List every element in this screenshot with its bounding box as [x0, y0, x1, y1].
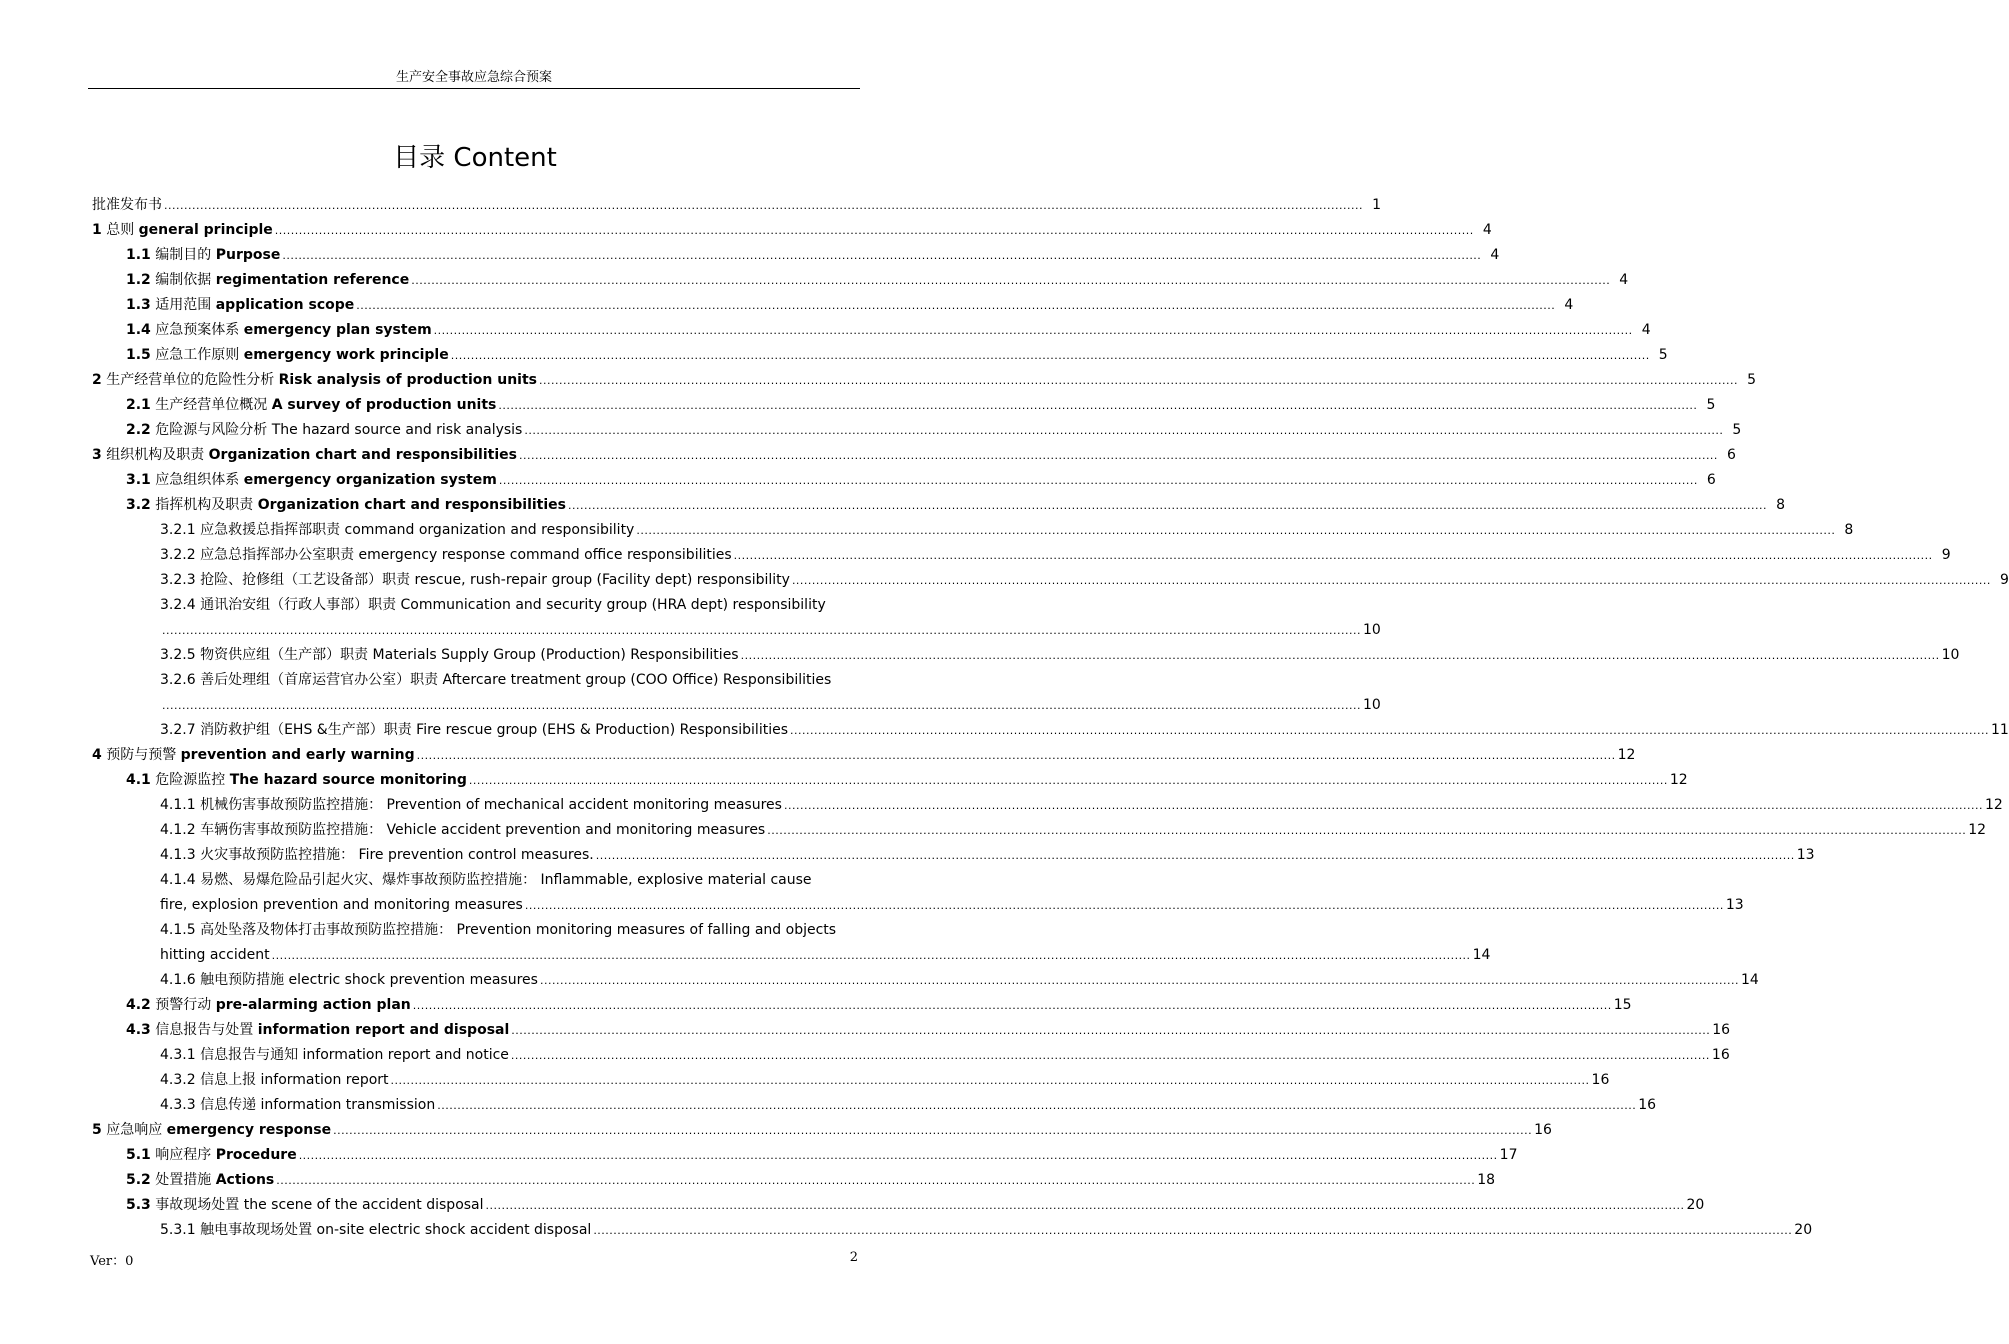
toc-entry-title-en: general principle — [138, 222, 273, 238]
toc-page-number: 5 — [1706, 397, 1716, 413]
footer-page-number: 2 — [849, 1250, 858, 1265]
toc-entry-title-cn: 总则 — [106, 222, 135, 238]
toc-entry-title-en: emergency work principle — [243, 347, 449, 363]
toc-entry-label — [126, 993, 411, 1018]
toc-entry[interactable] — [0, 1118, 1552, 1143]
toc-entry[interactable] — [0, 593, 860, 618]
toc-page-number: 8 — [1776, 497, 1785, 513]
toc-entry-title-continuation: fire, explosion prevention and monitoring measures — [160, 897, 523, 913]
toc-entry-title-cn: 车辆伤害事故预防监控措施： — [200, 822, 383, 838]
toc-entry-label — [160, 718, 788, 743]
toc-entry[interactable] — [0, 343, 1668, 368]
toc-leader-dots: ............................................................................................................................................................................................................................................................................................................ — [333, 1124, 1533, 1137]
toc-page-number: 12 — [1617, 747, 1636, 763]
toc-entry-title-en: emergency response command office responsibilities — [358, 547, 732, 563]
toc-page-number: 16 — [1712, 1022, 1731, 1038]
toc-entry-number: 1.3 — [126, 297, 151, 313]
toc-entry-number: 1 — [92, 222, 102, 238]
toc-entry-label — [160, 543, 732, 568]
toc-leader-dots: ............................................................................................................................................................................................................................................................................................................ — [412, 999, 1612, 1012]
toc-entry-number: 5 — [92, 1122, 102, 1138]
toc-entry-title-en: Prevention of mechanical accident monitoring measures — [386, 797, 782, 813]
toc-entry[interactable] — [0, 1068, 1610, 1093]
toc-entry-label — [126, 1143, 297, 1168]
toc-leader-dots: ............................................................................................................................................................................................................................................................................................................ — [498, 474, 1698, 487]
toc-entry-label — [160, 643, 739, 668]
toc-entry-title-cn: 危险源与风险分析 — [155, 422, 268, 438]
toc-entry-title-en: A survey of production units — [271, 397, 497, 413]
toc-leader-dots: ............................................................................................................................................................................................................................................................................................................ — [411, 274, 1611, 287]
toc-page-number: 4 — [1619, 272, 1629, 288]
toc-entry-number: 4.1.6 — [160, 972, 196, 988]
toc-leader-dots: ............................................................................................................................................................................................................................................................................................................ — [416, 749, 1616, 762]
toc-leader-dots: ............................................................................................................................................................................................................................................................................................................ — [485, 1199, 1685, 1212]
toc-leader-dots: ............................................................................................................................................................................................................................................................................................................ — [162, 699, 1361, 712]
toc-page-number: 9 — [2000, 572, 2009, 588]
toc-entry-title-en: Vehicle accident prevention and monitoring measures — [386, 822, 766, 838]
toc-entry-number: 3.2 — [126, 497, 151, 513]
toc-entry-title-en: prevention and early warning — [180, 747, 415, 763]
toc-entry[interactable] — [0, 818, 1987, 843]
toc-entry[interactable] — [0, 543, 1951, 568]
toc-entry-title-cn: 信息传递 — [200, 1097, 257, 1113]
toc-entry-label — [126, 293, 354, 318]
toc-entry-title-cn: 抢险、抢修组（工艺设备部）职责 — [200, 572, 411, 588]
toc-entry-number: 4.3 — [126, 1022, 151, 1038]
toc-entry[interactable] — [0, 768, 1688, 793]
toc-entry-title-en: Organization chart and responsibilities — [257, 497, 567, 513]
toc-leader-dots: ............................................................................................................................................................................................................................................................................................................ — [437, 1099, 1637, 1112]
toc-page-number: 6 — [1706, 472, 1716, 488]
toc-entry[interactable] — [0, 568, 2009, 593]
header-title: 生产安全事故应急综合预案 — [395, 70, 552, 85]
toc-entry[interactable] — [0, 318, 1651, 343]
toc-entry-title-en: Purpose — [215, 247, 281, 263]
toc-entry-title-cn: 触电预防措施 — [200, 972, 285, 988]
toc-entry-title-cn: 事故现场处置 — [155, 1197, 240, 1213]
toc-leader-dots: ............................................................................................................................................................................................................................................................................................................ — [282, 249, 1482, 262]
toc-entry-title-en: Actions — [215, 1172, 275, 1188]
toc-leader-dots: ............................................................................................................................................................................................................................................................................................................ — [733, 549, 1933, 562]
toc-entry[interactable] — [0, 668, 860, 693]
toc-entry-title-en: Fire prevention control measures. — [358, 847, 594, 863]
toc-entry-label — [126, 493, 566, 518]
toc-entry-title-cn: 通讯治安组（行政人事部）职责 — [200, 597, 397, 613]
toc-entry-label — [126, 1193, 484, 1218]
toc-leader-dots: ............................................................................................................................................................................................................................................................................................................ — [468, 774, 1668, 787]
toc-entry-label — [126, 343, 449, 368]
toc-entry-label — [160, 968, 538, 993]
toc-entry-title-en: the scene of the accident disposal — [243, 1197, 484, 1213]
toc-entry-label — [92, 743, 415, 768]
toc-entry-title-cn: 应急总指挥部办公室职责 — [200, 547, 355, 563]
toc-entry-number: 5.3.1 — [160, 1222, 196, 1238]
toc-page-number: 4 — [1482, 222, 1492, 238]
toc-entry-title-cn: 信息上报 — [200, 1072, 257, 1088]
toc-entry-title-cn: 应急预案体系 — [155, 322, 240, 338]
toc-page-number: 16 — [1534, 1122, 1552, 1138]
toc-page-number: 16 — [1591, 1072, 1610, 1088]
toc-entry-title-cn: 应急响应 — [106, 1122, 163, 1138]
toc-entry-number: 4.1.1 — [160, 797, 196, 813]
toc-entry[interactable] — [0, 1168, 1496, 1193]
toc-page-number: 16 — [1638, 1097, 1657, 1113]
toc-entry-label — [126, 768, 467, 793]
toc-entry-number: 5.2 — [126, 1172, 151, 1188]
toc-entry-label — [160, 1218, 591, 1243]
toc-entry-label — [160, 593, 826, 618]
toc-entry-label — [92, 443, 517, 468]
toc-entry-label — [126, 1018, 509, 1043]
toc-entry-title-en: regimentation reference — [215, 272, 410, 288]
toc-page-number: 11 — [1990, 722, 2009, 738]
toc-entry-continuation[interactable] — [0, 943, 1491, 968]
toc-entry[interactable] — [0, 218, 1492, 243]
running-header — [88, 70, 860, 89]
toc-page-number: 17 — [1499, 1147, 1518, 1163]
toc-entry[interactable] — [0, 293, 1574, 318]
toc-entry-title-cn: 预警行动 — [155, 997, 212, 1013]
toc-entry-title-cn: 组织机构及职责 — [106, 447, 205, 463]
toc-entry-label — [160, 1043, 509, 1068]
toc-entry-title-cn: 危险源监控 — [155, 772, 226, 788]
toc-page-number: 5 — [1658, 347, 1668, 363]
toc-entry[interactable] — [0, 468, 1716, 493]
toc-entry-title-cn: 指挥机构及职责 — [155, 497, 254, 513]
toc-entry-label — [126, 393, 496, 418]
toc-entry-number: 5.1 — [126, 1147, 151, 1163]
toc-entry-label — [126, 318, 432, 343]
toc-entry[interactable] — [0, 1093, 1657, 1118]
toc-leader-dots: ............................................................................................................................................................................................................................................................................................................ — [539, 374, 1738, 387]
toc-entry-label — [92, 1118, 331, 1143]
toc-entry-number: 1.5 — [126, 347, 151, 363]
toc-entry-number: 4.3.2 — [160, 1072, 196, 1088]
toc-leader-dots: ............................................................................................................................................................................................................................................................................................................ — [356, 299, 1556, 312]
toc-entry-title-cn: 应急组织体系 — [155, 472, 240, 488]
toc-leader-dots: ............................................................................................................................................................................................................................................................................................................ — [510, 1049, 1710, 1062]
toc-entry-number: 4.1.2 — [160, 822, 196, 838]
toc-entry-number: 4.3.1 — [160, 1047, 196, 1063]
toc-page-number: 10 — [1362, 697, 1381, 713]
toc-page-number: 8 — [1844, 522, 1854, 538]
toc-entry-label — [160, 518, 634, 543]
toc-entry-title-en: emergency response — [166, 1122, 332, 1138]
toc-entry-title-cn: 编制依据 — [155, 272, 212, 288]
toc-leader-dots: ............................................................................................................................................................................................................................................................................................................ — [276, 1174, 1476, 1187]
toc-entry-label — [160, 568, 790, 593]
toc-entry-number: 3.2.7 — [160, 722, 196, 738]
toc-leader-dots: ............................................................................................................................................................................................................................................................................................................ — [450, 349, 1650, 362]
toc-leader-dots: ............................................................................................................................................................................................................................................................................................................ — [524, 424, 1724, 437]
toc-entry-label — [160, 793, 782, 818]
toc-entry-number: 4.1.4 — [160, 872, 196, 888]
toc-entry-title-en: emergency plan system — [243, 322, 432, 338]
toc-entry-title-en: The hazard source monitoring — [229, 772, 467, 788]
toc-entry-title-cn: 消防救护组（EHS &生产部）职责 — [200, 722, 412, 738]
toc-leader-dots: ............................................................................................................................................................................................................................................................................................................ — [767, 824, 1967, 837]
toc-entry-number: 2.2 — [126, 422, 151, 438]
toc-entry-title-en: information transmission — [260, 1097, 436, 1113]
toc-leader-dots: ............................................................................................................................................................................................................................................................................................................ — [518, 449, 1718, 462]
toc-page-number: 13 — [1725, 897, 1744, 913]
toc-entry-title-en: The hazard source and risk analysis — [271, 422, 523, 438]
toc-entry-title-cn: 应急工作原则 — [155, 347, 240, 363]
toc-entry-title-cn: 物资供应组（生产部）职责 — [200, 647, 369, 663]
toc-entry-title-cn: 处置措施 — [155, 1172, 212, 1188]
toc-entry-title-en: Prevention monitoring measures of falling and objects — [456, 922, 837, 938]
toc-entry[interactable] — [0, 643, 1960, 668]
toc-entry-title-en: Aftercare treatment group (COO Office) Responsibilities — [442, 672, 832, 688]
toc-entry[interactable] — [0, 843, 1815, 868]
toc-entry-number: 3.2.3 — [160, 572, 196, 588]
toc-entry-continuation[interactable] — [0, 693, 1381, 718]
toc-leader-dots: ............................................................................................................................................................................................................................................................................................................ — [740, 649, 1940, 662]
toc-page-number: 10 — [1941, 647, 1960, 663]
toc-entry-title-en: electric shock prevention measures — [288, 972, 538, 988]
toc-entry[interactable] — [0, 418, 1742, 443]
toc-entry[interactable] — [0, 493, 1785, 518]
toc-entry[interactable] — [0, 1018, 1731, 1043]
toc-entry-number: 5.3 — [126, 1197, 151, 1213]
toc-entry-title-en: Risk analysis of production units — [278, 372, 537, 388]
toc-entry-number: 3.2.4 — [160, 597, 196, 613]
toc-entry-title-en: Materials Supply Group (Production) Responsibilities — [372, 647, 739, 663]
toc-entry-number: 3.2.5 — [160, 647, 196, 663]
toc-page-number: 14 — [1740, 972, 1759, 988]
toc-page-number: 20 — [1686, 1197, 1705, 1213]
toc-leader-dots: ............................................................................................................................................................................................................................................................................................................ — [595, 849, 1795, 862]
toc-entry-number: 4.1 — [126, 772, 151, 788]
toc-entry[interactable] — [0, 1218, 1813, 1243]
toc-entry-number: 1.1 — [126, 247, 151, 263]
page-title: 目录 Content — [393, 143, 557, 173]
footer-version: Ver：0 — [90, 1254, 134, 1269]
toc-entry[interactable] — [0, 1193, 1705, 1218]
toc-entry-title-en: information report — [260, 1072, 389, 1088]
toc-entry-title-en: information report and notice — [302, 1047, 509, 1063]
toc-leader-dots: ............................................................................................................................................................................................................................................................................................................ — [568, 499, 1767, 512]
toc-entry-title-en: pre-alarming action plan — [215, 997, 411, 1013]
toc-entry-title-cn: 预防与预警 — [106, 747, 177, 763]
toc-entry-title-cn: 易燃、易爆危险品引起火灾、爆炸事故预防监控措施： — [200, 872, 537, 888]
toc-entry-title-cn: 响应程序 — [155, 1147, 212, 1163]
toc-page-number: 5 — [1747, 372, 1756, 388]
toc-entry-title-en: Fire rescue group (EHS & Production) Responsibilities — [416, 722, 788, 738]
toc-leader-dots: ............................................................................................................................................................................................................................................................................................................ — [498, 399, 1698, 412]
toc-entry-number: 3.2.2 — [160, 547, 196, 563]
toc-entry-title-cn: 高处坠落及物体打击事故预防监控措施： — [200, 922, 453, 938]
toc-page-number: 20 — [1794, 1222, 1813, 1238]
toc-entry-title-cn: 编制目的 — [155, 247, 212, 263]
toc-entry-title-en: Procedure — [215, 1147, 297, 1163]
toc-entry-number: 4.2 — [126, 997, 151, 1013]
toc-page-number: 6 — [1727, 447, 1736, 463]
toc-entry[interactable] — [0, 868, 860, 893]
toc-entry-title-en: Organization chart and responsibilities — [208, 447, 517, 463]
toc-entry[interactable] — [0, 518, 1854, 543]
toc-page-number: 4 — [1564, 297, 1574, 313]
toc-entry-title-en: Communication and security group (HRA dept) responsibility — [400, 597, 826, 613]
toc-entry[interactable] — [0, 368, 1756, 393]
toc-leader-dots: ............................................................................................................................................................................................................................................................................................................ — [298, 1149, 1498, 1162]
toc-entry-title-cn: 应急救援总指挥部职责 — [200, 522, 341, 538]
toc-page-number: 12 — [1968, 822, 1987, 838]
toc-entry-title-en: Inflammable, explosive material cause — [540, 872, 812, 888]
toc-entry-label — [160, 918, 836, 943]
toc-entry-label — [160, 1068, 389, 1093]
toc-entry-number: 2 — [92, 372, 102, 388]
toc-entry[interactable] — [0, 1143, 1518, 1168]
toc-entry-title-en: information report and disposal — [257, 1022, 510, 1038]
toc-entry-label — [126, 468, 497, 493]
toc-entry[interactable] — [0, 268, 1629, 293]
toc-entry-title-cn: 信息报告与通知 — [200, 1047, 299, 1063]
toc-entry[interactable] — [0, 243, 1500, 268]
toc-leader-dots: ............................................................................................................................................................................................................................................................................................................ — [539, 974, 1739, 987]
toc-entry-title-en: on-site electric shock accident disposal — [316, 1222, 592, 1238]
toc-leader-dots: ............................................................................................................................................................................................................................................................................................................ — [164, 199, 1363, 212]
toc-leader-dots: ............................................................................................................................................................................................................................................................................................................ — [783, 799, 1983, 812]
toc-leader-dots: ............................................................................................................................................................................................................................................................................................................ — [524, 899, 1724, 912]
toc-entry-title-en: rescue, rush-repair group (Facility dept) responsibility — [414, 572, 790, 588]
toc-entry-number: 4.1.5 — [160, 922, 196, 938]
toc-entry-continuation[interactable] — [0, 893, 1744, 918]
toc-entry[interactable] — [0, 443, 1736, 468]
toc-leader-dots: ............................................................................................................................................................................................................................................................................................................ — [271, 949, 1471, 962]
toc-entry-title-en: application scope — [215, 297, 355, 313]
toc-page-number: 1 — [1372, 197, 1381, 213]
toc-entry-label — [160, 1093, 435, 1118]
toc-entry-number: 4.3.3 — [160, 1097, 196, 1113]
toc-entry[interactable] — [0, 1043, 1730, 1068]
toc-entry-title-cn: 信息报告与处置 — [155, 1022, 254, 1038]
toc-entry-title-cn: 机械伤害事故预防监控措施： — [200, 797, 383, 813]
toc-entry-label — [92, 193, 162, 218]
toc-entry-label — [160, 868, 812, 893]
toc-leader-dots: ............................................................................................................................................................................................................................................................................................................ — [433, 324, 1633, 337]
toc-page-number: 5 — [1732, 422, 1742, 438]
toc-entry-title-cn: 触电事故现场处置 — [200, 1222, 313, 1238]
toc-leader-dots: ............................................................................................................................................................................................................................................................................................................ — [790, 724, 1989, 737]
toc-entry-label — [160, 668, 831, 693]
toc-entry[interactable] — [0, 193, 1381, 218]
toc-entry-title-cn: 生产经营单位概况 — [155, 397, 268, 413]
toc-page-number: 14 — [1472, 947, 1491, 963]
toc-entry[interactable] — [0, 393, 1716, 418]
toc-page-number: 12 — [1669, 772, 1688, 788]
toc-entry-label — [160, 843, 594, 868]
toc-page-number: 15 — [1613, 997, 1632, 1013]
toc-page-number: 10 — [1362, 622, 1381, 638]
toc-entry-title-cn: 适用范围 — [155, 297, 212, 313]
toc-entry-number: 3.2.1 — [160, 522, 196, 538]
toc-entry-label — [160, 818, 765, 843]
toc-entry-title-continuation: hitting accident — [160, 947, 270, 963]
toc-entry[interactable] — [0, 993, 1632, 1018]
toc-entry-number: 2.1 — [126, 397, 151, 413]
toc-page-number: 9 — [1941, 547, 1951, 563]
toc-leader-dots: ............................................................................................................................................................................................................................................................................................................ — [791, 574, 1991, 587]
toc-entry[interactable] — [0, 918, 860, 943]
toc-page-number: 4 — [1490, 247, 1500, 263]
toc-entry-title-cn: 火灾事故预防监控措施： — [200, 847, 355, 863]
toc-entry-continuation[interactable] — [0, 618, 1381, 643]
toc-page-number: 12 — [1984, 797, 2003, 813]
toc-entry-title-cn: 生产经营单位的危险性分析 — [106, 372, 275, 388]
toc-entry[interactable] — [0, 743, 1636, 768]
toc-page-number: 13 — [1796, 847, 1815, 863]
toc-leader-dots: ............................................................................................................................................................................................................................................................................................................ — [162, 624, 1361, 637]
toc-leader-dots: ............................................................................................................................................................................................................................................................................................................ — [636, 524, 1836, 537]
toc-entry-label — [126, 243, 280, 268]
toc-entry-title-en: emergency organization system — [243, 472, 497, 488]
toc-entry-number: 3.1 — [126, 472, 151, 488]
toc-entry-number: 3 — [92, 447, 102, 463]
toc-entry-label — [92, 218, 273, 243]
toc-entry-number: 4 — [92, 747, 102, 763]
toc-leader-dots: ............................................................................................................................................................................................................................................................................................................ — [511, 1024, 1711, 1037]
toc-entry-number: 4.1.3 — [160, 847, 196, 863]
toc-entry-title-en: command organization and responsibility — [344, 522, 635, 538]
toc-leader-dots: ............................................................................................................................................................................................................................................................................................................ — [274, 224, 1474, 237]
toc-entry[interactable] — [0, 968, 1759, 993]
toc-entry-label — [126, 1168, 274, 1193]
toc-entry-label — [126, 418, 522, 443]
toc-entry[interactable] — [0, 718, 2009, 743]
toc-entry-title-cn: 批准发布书 — [92, 197, 162, 213]
toc-entry[interactable] — [0, 793, 2003, 818]
toc-page-number: 18 — [1477, 1172, 1496, 1188]
toc-leader-dots: ............................................................................................................................................................................................................................................................................................................ — [593, 1224, 1793, 1237]
toc-page-number: 16 — [1711, 1047, 1730, 1063]
toc-entry-number: 1.4 — [126, 322, 151, 338]
toc-page-number: 4 — [1641, 322, 1651, 338]
toc-entry-label — [92, 368, 537, 393]
toc-leader-dots: ............................................................................................................................................................................................................................................................................................................ — [390, 1074, 1590, 1087]
toc-entry-label — [126, 268, 409, 293]
toc-entry-title-cn: 善后处理组（首席运营官办公室）职责 — [200, 672, 439, 688]
toc-entry-number: 1.2 — [126, 272, 151, 288]
toc-entry-number: 3.2.6 — [160, 672, 196, 688]
